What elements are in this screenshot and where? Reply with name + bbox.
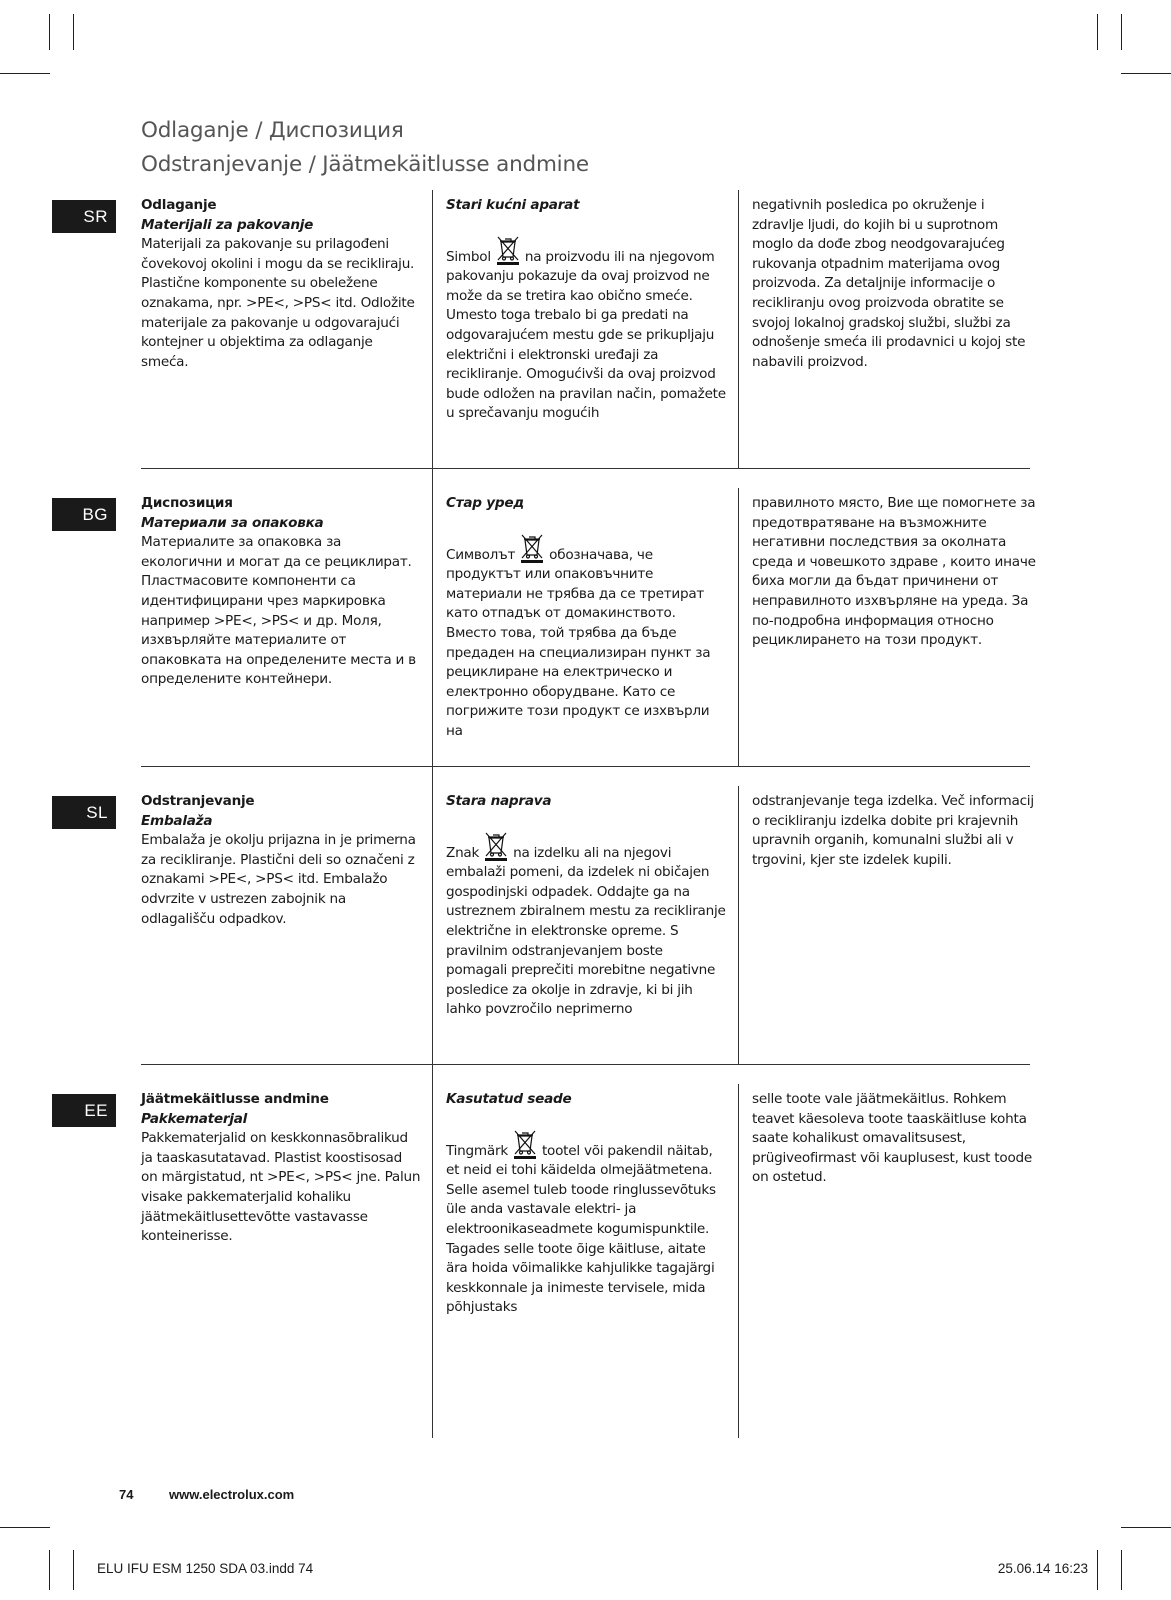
language-tag bbox=[52, 498, 116, 531]
crop-mark bbox=[49, 14, 50, 50]
weee-bin-icon bbox=[519, 533, 545, 563]
section-separator bbox=[141, 766, 1030, 767]
crop-mark bbox=[1121, 14, 1122, 50]
recycling-info-body: selle toote vale jäätmekäitlus. Rohkem teavet käesoleva toote taaskäitluse kohta saate kohalikust omavalitsusest, prügiveofirmast või kauplusest, kust toode on ostetud. bbox=[752, 1091, 1032, 1186]
page-number: 74 bbox=[119, 1487, 134, 1502]
recycling-info-column bbox=[752, 494, 1036, 651]
appliance-body bbox=[446, 831, 726, 1020]
section-subtitle: Материали за опаковка bbox=[141, 514, 324, 531]
language-tag bbox=[52, 200, 116, 233]
section-title: Odlaganje bbox=[141, 197, 217, 213]
language-tag-label: EE bbox=[84, 1101, 108, 1120]
column-divider bbox=[738, 786, 739, 1064]
print-slug-file: ELU IFU ESM 1250 SDA 03.indd 74 bbox=[97, 1561, 314, 1576]
appliance-body bbox=[446, 235, 726, 424]
weee-bin-icon bbox=[495, 235, 521, 265]
recycling-info-body: negativnih posledica po okruženje i zdravlje ljudi, do kojih bi u suprotnom moglo da dođe zbog neodgovarajućeg rukovanja otpadnim materijama ovog proizvoda. Za detaljnije informacije o recikliranju ovog proizvoda obratite se svojoj lokalnoj gradskoj službi, službi za odnošenje smeća ili prodavnici u kojoj ste nabavili proizvod. bbox=[752, 197, 1026, 370]
section-title: Диспозиция bbox=[141, 495, 233, 511]
appliance-body-before: Znak bbox=[446, 844, 480, 861]
language-tag-label: BG bbox=[82, 505, 108, 524]
language-tag bbox=[52, 1094, 116, 1127]
crop-mark bbox=[1121, 1527, 1171, 1528]
crop-mark bbox=[1097, 14, 1098, 50]
column-divider bbox=[432, 190, 433, 1438]
recycling-info-body: правилното място, Вие ще помогнете за предотвратяване на възможните негативни последствия за околната среда и човешкото здраве , които иначе биха могли да бъдат причинени от неправилното изхвърляне на уреда. За по-подробна информация относно рециклирането на този продукт. bbox=[752, 495, 1036, 649]
old-appliance-column bbox=[446, 196, 726, 424]
page-heading-line1: Odlaganje / Диспозиция bbox=[141, 118, 404, 143]
language-tag-label: SR bbox=[83, 207, 108, 226]
recycling-info-column bbox=[752, 196, 1036, 372]
recycling-info-column bbox=[752, 792, 1036, 870]
appliance-body-before: Tingmärk bbox=[446, 1142, 508, 1159]
appliance-body-after: na proizvodu ili na njegovom pakovanju pokazuje da ovaj proizvod ne može da se tretira kao obično smeće. Umesto toga trebalo bi ga predati na odgovarajućem mestu gde se prikupljaju električni i elektronski uređaji za recikliranje. Omogućivši da ovaj proizvod bude odložen na pravilan način, pomažete u sprečavanju mogućih bbox=[446, 248, 726, 422]
old-appliance-column bbox=[446, 792, 726, 1020]
appliance-title: Stara naprava bbox=[446, 793, 552, 809]
crop-mark bbox=[0, 1527, 50, 1528]
print-slug-date: 25.06.14 16:23 bbox=[997, 1561, 1088, 1576]
section-title: Jäätmekäitlusse andmine bbox=[141, 1091, 329, 1107]
packaging-column bbox=[141, 792, 421, 929]
appliance-body-after: обозначава, че продуктът или опаковъчните материали не трябва да се третират като отпадък от домакинството. Вместо това, той трябва да бъде предаден на специализиран пункт за рециклиране на електрическо и електронно оборудване. Като се погрижите този продукт се изхвърли на bbox=[446, 546, 711, 739]
section-separator bbox=[141, 468, 1030, 469]
page-heading-line2: Odstranjevanje / Jäätmekäitlusse andmine bbox=[141, 152, 589, 177]
section-body: Materijali za pakovanje su prilagođeni čovekovoj okolini i mogu da se recikliraju. Plastične komponente su obeležene oznakama, npr. >PE<, >PS< itd. Odložite materijale za pakovanje u odgovarajući kontejner u objektima za odlaganje smeća. bbox=[141, 236, 415, 370]
crop-mark bbox=[1121, 1550, 1122, 1590]
section-body: Pakkematerjalid on keskkonnasõbralikud ja taaskasutatavad. Plastist koostisosad on märgistatud, nt >PE<, >PS< jne. Palun visake pakkematerjalid kohaliku jäätmekäitlusettevõtte vastavasse konteinerisse. bbox=[141, 1130, 421, 1245]
weee-bin-icon bbox=[483, 831, 509, 861]
footer-url: www.electrolux.com bbox=[169, 1487, 295, 1502]
appliance-title: Stari kućni aparat bbox=[446, 197, 580, 213]
language-tag bbox=[52, 796, 116, 829]
crop-mark bbox=[49, 1550, 50, 1590]
appliance-body-before: Символът bbox=[446, 546, 516, 563]
appliance-title: Стар уред bbox=[446, 495, 525, 511]
column-divider bbox=[738, 488, 739, 766]
weee-bin-icon bbox=[512, 1129, 538, 1159]
appliance-body-after: tootel või pakendil näitab, et neid ei tohi käidelda olmejäätmetena. Selle asemel tuleb toode ringlussevõtuks üle anda vastavale elektri- ja elektroonikaseadmete kogumispunktile. Tagades selle toote õige käitluse, aitate ära hoida võimalikke kahjulikke tagajärgi keskkonnale ja inimeste tervisele, mida põhjustaks bbox=[446, 1142, 716, 1316]
packaging-column bbox=[141, 196, 421, 372]
old-appliance-column bbox=[446, 494, 726, 742]
crop-mark bbox=[73, 1550, 74, 1590]
crop-mark bbox=[0, 73, 50, 74]
section-subtitle: Pakkematerjal bbox=[141, 1110, 248, 1127]
packaging-column bbox=[141, 1090, 421, 1247]
appliance-body bbox=[446, 1129, 726, 1318]
language-tag-label: SL bbox=[86, 803, 108, 822]
packaging-column bbox=[141, 494, 421, 690]
appliance-body-before: Simbol bbox=[446, 248, 491, 265]
crop-mark bbox=[1121, 73, 1171, 74]
section-body: Материалите за опаковка за екологични и могат да се рециклират. Пластмасовите компоненти са идентифицирани чрез маркировка например >PE<, >PS< и др. Моля, изхвърляйте материалите от опаковката на определените места и в определените контейнери. bbox=[141, 534, 416, 688]
appliance-title: Kasutatud seade bbox=[446, 1091, 572, 1107]
section-separator bbox=[141, 1064, 1030, 1065]
appliance-body-after: na izdelku ali na njegovi embalaži pomeni, da izdelek ni običajen gospodinjski odpadek. Oddajte ga na ustreznem zbiralnem mestu za recikliranje električne in elektronske opreme. S pravilnim odstranjevanjem boste pomagali preprečiti morebitne negativne posledice za okolje in zdravje, ki bi jih lahko povzročilo neprimerno bbox=[446, 844, 726, 1018]
crop-mark bbox=[1097, 1550, 1098, 1590]
crop-mark bbox=[73, 14, 74, 50]
recycling-info-body: odstranjevanje tega izdelka. Več informacij o recikliranju izdelka dobite pri krajevnih upravnih organih, komunalni službi ali v trgovini, kjer ste izdelek kupili. bbox=[752, 793, 1034, 868]
column-divider bbox=[738, 190, 739, 468]
section-subtitle: Materijali za pakovanje bbox=[141, 216, 314, 233]
old-appliance-column bbox=[446, 1090, 726, 1318]
section-subtitle: Embalaža bbox=[141, 812, 213, 829]
recycling-info-column bbox=[752, 1090, 1036, 1188]
appliance-body bbox=[446, 533, 726, 742]
section-body: Embalaža je okolju prijazna in je primerna za recikliranje. Plastični deli so označeni z oznakami >PE<, >PS< itd. Embalažo odvrzite v ustrezen zabojnik na odlagališču odpadkov. bbox=[141, 832, 416, 927]
column-divider bbox=[738, 1084, 739, 1438]
section-title: Odstranjevanje bbox=[141, 793, 255, 809]
